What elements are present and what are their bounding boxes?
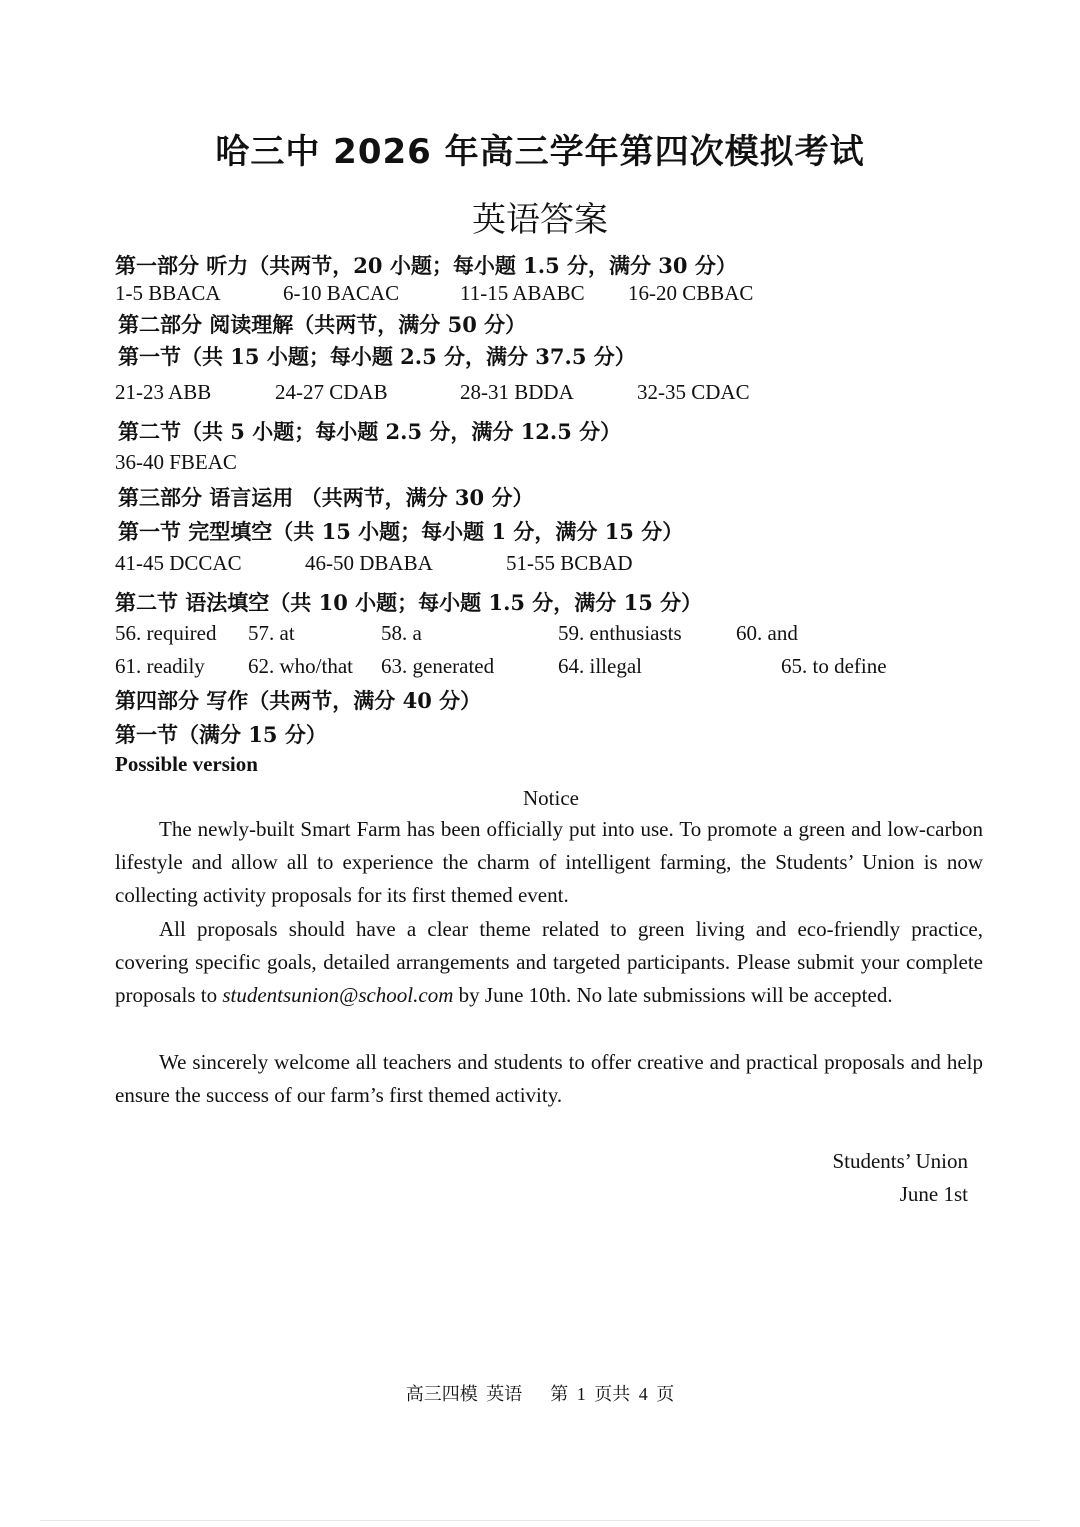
answer-group: 21-23 ABB [115, 380, 212, 404]
signature: Students’ Union [832, 1149, 968, 1173]
part4-section1-heading: 第一节（满分 15 分） [115, 722, 327, 747]
grammar-answer: 57. at [248, 621, 295, 645]
answer-group: 41-45 DCCAC [115, 551, 242, 575]
answer-group: 16-20 CBBAC [628, 281, 754, 305]
document-title: 哈三中 2026 年高三学年第四次模拟考试 [215, 132, 865, 172]
part3-section1-heading: 第一节 完型填空（共 15 小题；每小题 1 分，满分 15 分） [118, 519, 684, 544]
email-address: studentsunion@school.com [222, 983, 454, 1007]
possible-version-label: Possible version [115, 752, 258, 776]
essay-paragraph: The newly-built Smart Farm has been officially put into use. To promote a green and low-carbon lifestyle and allow all to experience the charm of intelligent farming, the Students’ Union is now collecting activity proposals for its first themed event. [115, 817, 983, 907]
answer-group: 6-10 BACAC [283, 281, 400, 305]
grammar-answer: 62. who/that [248, 654, 353, 678]
essay-text: by June 10th. No late submissions will be accepted. [453, 983, 893, 1007]
part4-heading: 第四部分 写作（共两节，满分 40 分） [115, 688, 482, 713]
notice-title: Notice [523, 786, 579, 810]
grammar-answer: 60. and [736, 621, 798, 645]
footer-page: 第 1 页共 4 页 [550, 1384, 675, 1404]
answer-group: 28-31 BDDA [460, 380, 574, 404]
essay-text: All proposals should have a clear theme related to green living and eco-friendly practice, covering specific goals, detailed arrangements and targeted participants. Please submit your complete proposals to [115, 917, 983, 1007]
answer-group: 51-55 BCBAD [506, 551, 633, 575]
answer-group: 32-35 CDAC [637, 380, 750, 404]
footer-exam: 高三四模 英语 [405, 1384, 523, 1404]
grammar-answer: 61. readily [115, 654, 205, 678]
grammar-answer: 56. required [115, 621, 217, 645]
part2-heading: 第二部分 阅读理解（共两节，满分 50 分） [118, 312, 527, 337]
page-divider [40, 1520, 1040, 1521]
part2-section2-heading: 第二节（共 5 小题；每小题 2.5 分，满分 12.5 分） [118, 419, 622, 444]
page-footer [0, 1380, 1080, 1406]
answer-group: 1-5 BBACA [115, 281, 221, 305]
answer-group: 46-50 DBABA [305, 551, 433, 575]
grammar-answer: 63. generated [381, 654, 495, 678]
answer-group: 24-27 CDAB [275, 380, 388, 404]
date: June 1st [899, 1182, 968, 1206]
essay-paragraph [115, 913, 983, 1012]
document-subtitle: 英语答案 [472, 200, 608, 240]
grammar-answer: 64. illegal [558, 654, 642, 678]
grammar-answer: 59. enthusiasts [558, 621, 682, 645]
part3-section2-heading: 第二节 语法填空（共 10 小题；每小题 1.5 分，满分 15 分） [115, 590, 703, 615]
essay-paragraph: We sincerely welcome all teachers and students to offer creative and practical proposals and help ensure the success of our farm’s first themed activity. [115, 1050, 983, 1107]
answer-group: 36-40 FBEAC [115, 450, 237, 474]
part3-heading: 第三部分 语言运用 （共两节，满分 30 分） [118, 485, 534, 510]
grammar-answer: 65. to define [781, 654, 887, 678]
grammar-answer: 58. a [381, 621, 422, 645]
answer-group: 11-15 ABABC [460, 281, 585, 305]
part1-heading: 第一部分 听力（共两节，20 小题；每小题 1.5 分，满分 30 分） [115, 253, 737, 278]
part2-section1-heading: 第一节（共 15 小题；每小题 2.5 分，满分 37.5 分） [118, 344, 636, 369]
